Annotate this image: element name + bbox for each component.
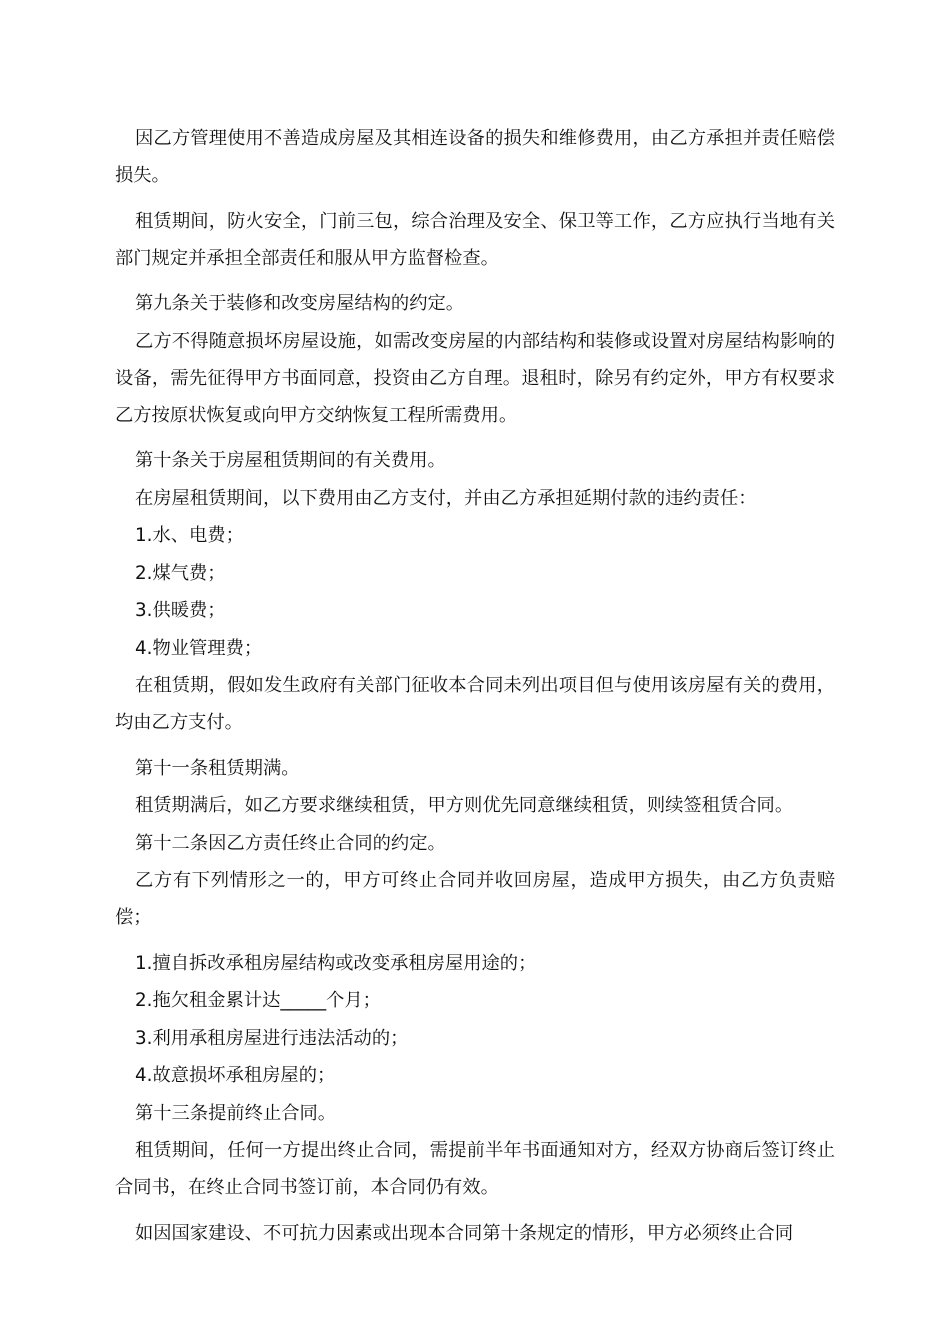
heading-article-13: 第十三条提前终止合同。 [135, 1102, 337, 1124]
heading-article-10: 第十条关于房屋租赁期间的有关费用。 [135, 450, 446, 471]
list-item-fee-3: 3.供暖费； [135, 600, 226, 621]
paragraph-termination-conditions: 乙方有下列情形之一的，甲方可终止合同并收回房屋，造成甲方损失，由乙方负责赔偿； [115, 870, 835, 928]
list-item-condition-1: 1.擅自拆改承租房屋结构或改变承租房屋用途的； [135, 952, 537, 974]
paragraph-renovation-terms: 乙方不得随意损坏房屋设施，如需改变房屋的内部结构和装修或设置对房屋结构影响的设备，需先征得甲方书面同意，投资由乙方自理。退租时，除另有约定外，甲方有权要求乙方按原状恢复或向甲方交纳恢复工程所需费用。 [115, 330, 835, 426]
list-item-condition-4: 4.故意损坏承租房屋的； [135, 1065, 336, 1086]
list-item-condition-3: 3.利用承租房屋进行违法活动的； [135, 1027, 409, 1049]
heading-article-11: 第十一条租赁期满。 [135, 757, 300, 779]
list-item-fee-4: 4.物业管理费； [135, 637, 263, 659]
paragraph-fees-intro: 在房屋租赁期间，以下费用由乙方支付，并由乙方承担延期付款的违约责任： [135, 487, 757, 509]
paragraph-damage-liability: 因乙方管理使用不善造成房屋及其相连设备的损失和维修费用，由乙方承担并责任赔偿损失。 [115, 128, 835, 186]
paragraph-fire-safety: 租赁期间，防火安全，门前三包，综合治理及安全、保卫等工作，乙方应执行当地有关部门规定并承担全部责任和服从甲方监督检查。 [115, 210, 835, 269]
document-body [115, 120, 835, 1252]
paragraph-government-fees: 在租赁期，假如发生政府有关部门征收本合同未列出项目但与使用该房屋有关的费用，均由乙方支付。 [115, 675, 835, 733]
list-item-fee-1: 1.水、电费； [135, 525, 244, 546]
list-item-condition-2: 2.拖欠租金累计达_____个月； [135, 990, 381, 1011]
heading-article-12: 第十二条因乙方责任终止合同的约定。 [135, 832, 446, 854]
list-item-fee-2: 2.煤气费； [135, 562, 226, 584]
paragraph-lease-renewal: 租赁期满后，如乙方要求继续租赁，甲方则优先同意继续租赁，则续签租赁合同。 [135, 795, 794, 816]
paragraph-force-majeure: 如因国家建设、不可抗力因素或出现本合同第十条规定的情形，甲方必须终止合同 [135, 1222, 794, 1244]
heading-article-9: 第九条关于装修和改变房屋结构的约定。 [135, 293, 465, 314]
paragraph-early-termination: 租赁期间，任何一方提出终止合同，需提前半年书面通知对方，经双方协商后签订终止合同书，在终止合同书签订前，本合同仍有效。 [115, 1140, 835, 1198]
